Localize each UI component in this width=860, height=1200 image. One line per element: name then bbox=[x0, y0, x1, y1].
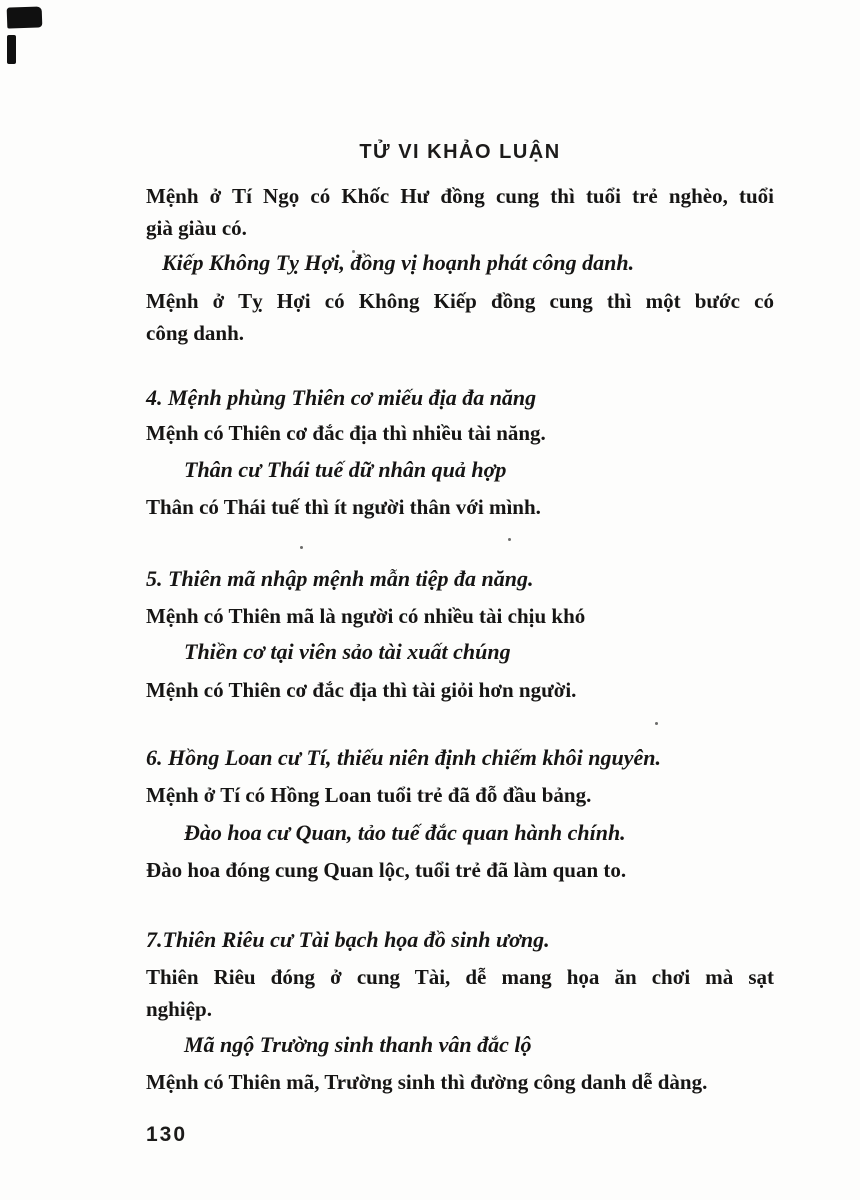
verse-quote: Kiếp Không Tỵ Hợi, đồng vị hoạnh phát công danh. bbox=[162, 250, 635, 275]
section-heading: 5. Thiên mã nhập mệnh mẫn tiệp đa năng. bbox=[146, 566, 534, 591]
page-number: 130 bbox=[146, 1123, 188, 1146]
section-heading: 6. Hồng Loan cư Tí, thiếu niên định chiếm khôi nguyên. bbox=[146, 745, 661, 770]
verse-quote: Thiền cơ tại viên sảo tài xuất chúng bbox=[184, 639, 511, 664]
explanation-line: Mệnh có Thiên mã, Trường sinh thì đường công danh dễ dàng. bbox=[146, 1070, 708, 1094]
explanation-line: Mệnh có Thiên cơ đắc địa thì tài giỏi hơn người. bbox=[146, 678, 577, 702]
explanation-line: Mệnh ở Tí có Hồng Loan tuổi trẻ đã đỗ đầu bảng. bbox=[146, 783, 592, 807]
verse-quote: Thân cư Thái tuế dữ nhân quả hợp bbox=[184, 457, 507, 482]
paragraph-line: Mệnh ở Tỵ Hợi có Không Kiếp đồng cung thì một bước có bbox=[146, 289, 774, 313]
paragraph bbox=[146, 285, 774, 349]
paragraph bbox=[146, 961, 774, 1025]
paragraph-line: Thiên Riêu đóng ở cung Tài, dễ mang họa ăn chơi mà sạt bbox=[146, 965, 774, 989]
verse-quote: Mã ngộ Trường sinh thanh vân đắc lộ bbox=[184, 1032, 532, 1057]
paragraph-line: Mệnh ở Tí Ngọ có Khốc Hư đồng cung thì tuổi trẻ nghèo, tuổi bbox=[146, 184, 774, 208]
paragraph-line: già giàu có. bbox=[146, 216, 247, 240]
running-head-title: TỬ VI KHẢO LUẬN bbox=[359, 141, 561, 163]
section-heading: 4. Mệnh phùng Thiên cơ miếu địa đa năng bbox=[146, 385, 537, 410]
paragraph-line: nghiệp. bbox=[146, 997, 212, 1021]
section-heading: 7.Thiên Riêu cư Tài bạch họa đồ sinh ương. bbox=[146, 927, 550, 952]
explanation-line: Mệnh có Thiên mã là người có nhiều tài chịu khó bbox=[146, 604, 586, 628]
explanation-line: Thân có Thái tuế thì ít người thân với mình. bbox=[146, 495, 541, 519]
explanation-line: Mệnh có Thiên cơ đắc địa thì nhiều tài năng. bbox=[146, 421, 546, 445]
verse-quote: Đào hoa cư Quan, tảo tuế đắc quan hành chính. bbox=[184, 820, 626, 845]
paragraph bbox=[146, 180, 774, 244]
paragraph-line: công danh. bbox=[146, 321, 245, 345]
explanation-line: Đào hoa đóng cung Quan lộc, tuổi trẻ đã làm quan to. bbox=[146, 858, 627, 882]
